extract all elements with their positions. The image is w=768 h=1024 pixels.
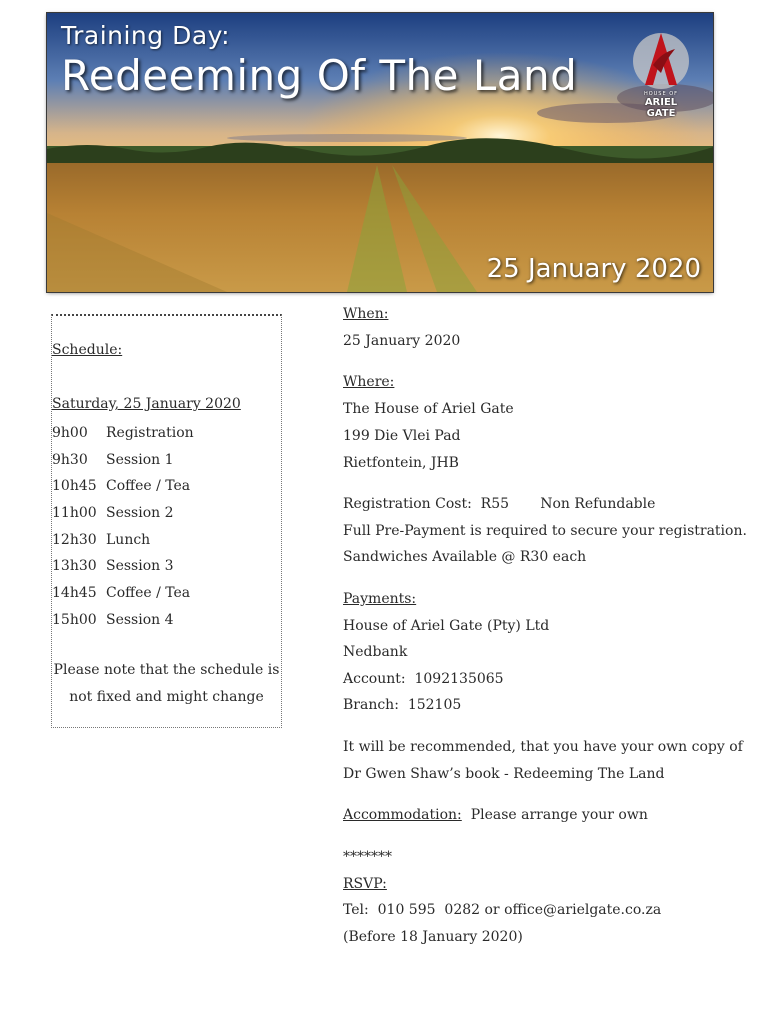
schedule-list: [52, 420, 194, 634]
schedule-event: Session 2: [106, 505, 174, 522]
schedule-day: Saturday, 25 January 2020: [52, 396, 241, 412]
payments-label: Payments:: [343, 591, 417, 607]
schedule-item: [52, 500, 194, 527]
schedule-event: Session 4: [106, 611, 174, 628]
where-line: Rietfontein, JHB: [343, 455, 459, 471]
schedule-item: [52, 420, 194, 447]
account-number: Account: 1092135065: [343, 671, 504, 687]
schedule-item: [52, 607, 194, 634]
schedule-time: 11h00: [52, 505, 97, 522]
event-banner: [47, 13, 713, 292]
schedule-box: [51, 314, 282, 728]
banner-title: Redeeming Of The Land: [61, 51, 578, 100]
where-line: 199 Die Vlei Pad: [343, 428, 461, 444]
when-value: 25 January 2020: [343, 333, 461, 349]
schedule-item: [52, 447, 194, 474]
when-label: When:: [343, 306, 389, 322]
schedule-event: Session 1: [106, 451, 174, 468]
rsvp-contact: Tel: 010 595 0282 or office@arielgate.co.za: [343, 902, 662, 918]
schedule-time: 9h30: [52, 451, 88, 468]
recommendation-line-2: Dr Gwen Shaw’s book - Redeeming The Land: [343, 766, 665, 782]
schedule-event: Lunch: [106, 531, 151, 548]
branch-code: Branch: 152105: [343, 697, 462, 713]
schedule-event: Coffee / Tea: [106, 585, 191, 602]
where-label: Where:: [343, 374, 395, 390]
recommendation-line-1: It will be recommended, that you have your own copy of: [343, 739, 743, 755]
banner-subtitle: Training Day:: [61, 21, 231, 50]
ariel-gate-logo: [631, 29, 691, 119]
rsvp-label: RSVP:: [343, 876, 387, 892]
registration-cost: Registration Cost: R55 Non Refundable: [343, 496, 656, 512]
banner-date: 25 January 2020: [486, 254, 701, 284]
schedule-time: 15h00: [52, 611, 97, 628]
logo-small-text: HOUSE OF: [643, 91, 679, 97]
schedule-time: 12h30: [52, 531, 97, 548]
schedule-event: Registration: [106, 425, 194, 441]
schedule-note: Please note that the schedule is not fixed and might change: [53, 662, 280, 705]
payment-line: Nedbank: [343, 644, 408, 660]
accommodation-value: Please arrange your own: [470, 807, 648, 823]
schedule-event: Session 3: [106, 558, 174, 575]
rsvp-deadline: (Before 18 January 2020): [343, 929, 523, 945]
prepayment-note: Full Pre-Payment is required to secure your registration.: [343, 523, 747, 539]
schedule-time: 13h30: [52, 558, 97, 575]
schedule-item: [52, 473, 194, 500]
separator: *******: [343, 849, 392, 865]
schedule-event: Coffee / Tea: [106, 478, 191, 495]
logo-emblem-icon: [631, 29, 691, 93]
schedule-time: 9h00: [52, 425, 88, 441]
logo-name: ARIEL GATE: [644, 97, 678, 119]
schedule-label: Schedule:: [52, 342, 123, 358]
payment-line: House of Ariel Gate (Pty) Ltd: [343, 618, 550, 634]
sandwiches-note: Sandwiches Available @ R30 each: [343, 549, 587, 565]
where-line: The House of Ariel Gate: [343, 401, 514, 417]
schedule-time: 10h45: [52, 478, 97, 495]
accommodation-label: Accommodation:: [343, 807, 462, 823]
schedule-item: [52, 580, 194, 607]
schedule-item: [52, 553, 194, 580]
accommodation: [343, 807, 648, 823]
schedule-time: 14h45: [52, 585, 97, 602]
schedule-item: [52, 527, 194, 554]
